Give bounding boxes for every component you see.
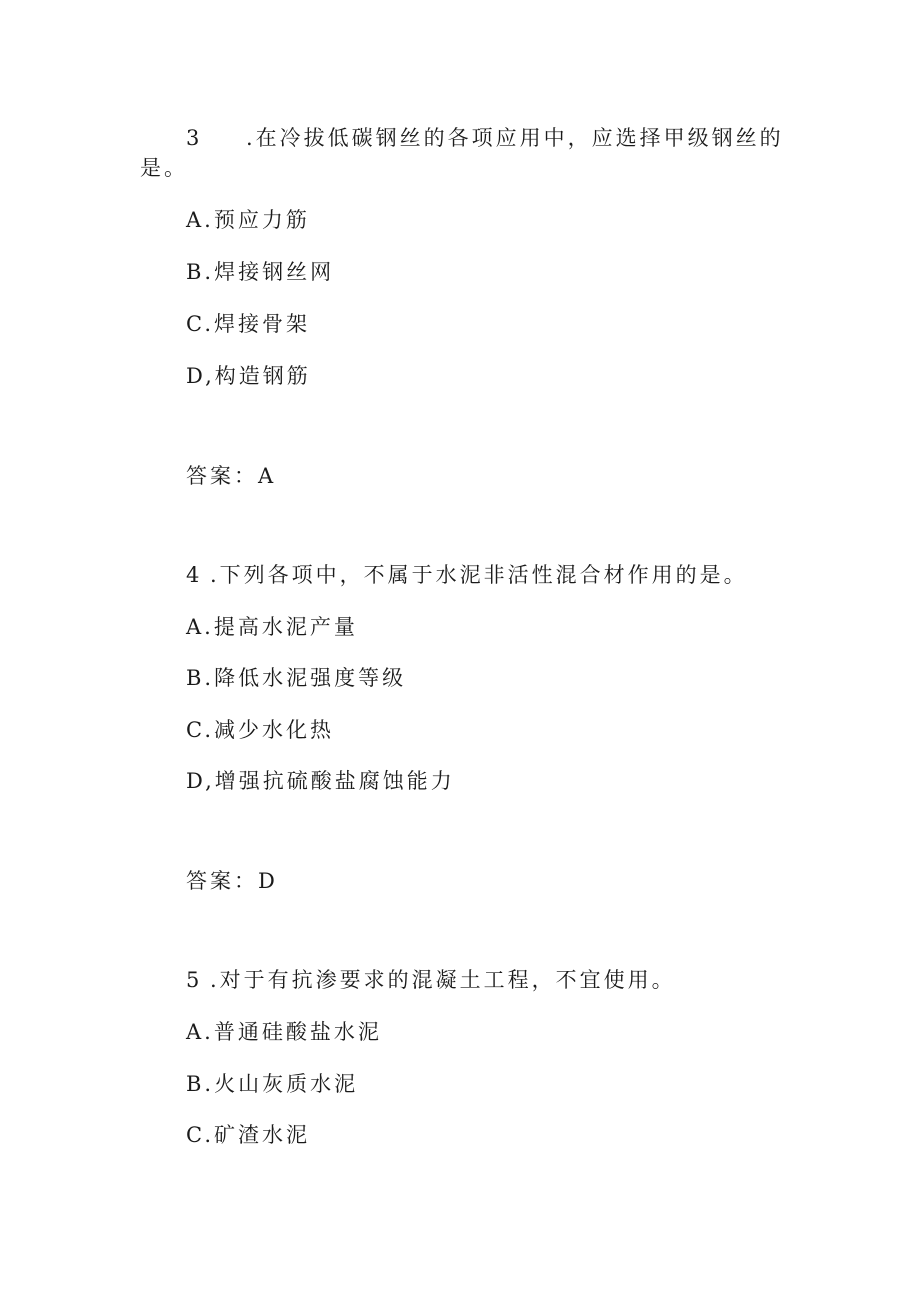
question-4-answer: 答案：D [186,869,278,893]
question-5-stem-text: .对于有抗渗要求的混凝土工程，不宜使用。 [210,968,676,992]
question-5-number: 5 [186,968,200,992]
question-4-number: 4 [186,563,200,587]
question-3-option-c: C.焊接骨架 [186,312,310,336]
question-3-number: 3 [186,126,200,150]
question-5-option-a: A.普通硅酸盐水泥 [186,1020,382,1044]
question-3-option-a: A.预应力筋 [186,208,310,232]
question-3-option-d: D,构造钢筋 [186,364,311,388]
question-3-answer: 答案：A [186,464,277,488]
question-5-stem [186,966,676,994]
question-4-stem-text: .下列各项中，不属于水泥非活性混合材作用的是。 [210,563,748,587]
question-3-option-b: B.焊接钢丝网 [186,260,335,284]
question-5-option-c: C.矿渣水泥 [186,1123,310,1147]
question-4-option-a: A.提高水泥产量 [186,615,358,639]
question-3-stem-continuation: 是。 [140,156,188,180]
question-3-stem [186,124,784,152]
question-4-stem [186,561,748,589]
question-4-option-c: C.减少水化热 [186,718,334,742]
question-4-option-d: D,增强抗硫酸盐腐蚀能力 [186,769,455,793]
question-3-stem-text: .在冷拔低碳钢丝的各项应用中，应选择甲级钢丝的 [246,126,784,150]
question-4-option-b: B.降低水泥强度等级 [186,666,407,690]
question-5-option-b: B.火山灰质水泥 [186,1072,359,1096]
